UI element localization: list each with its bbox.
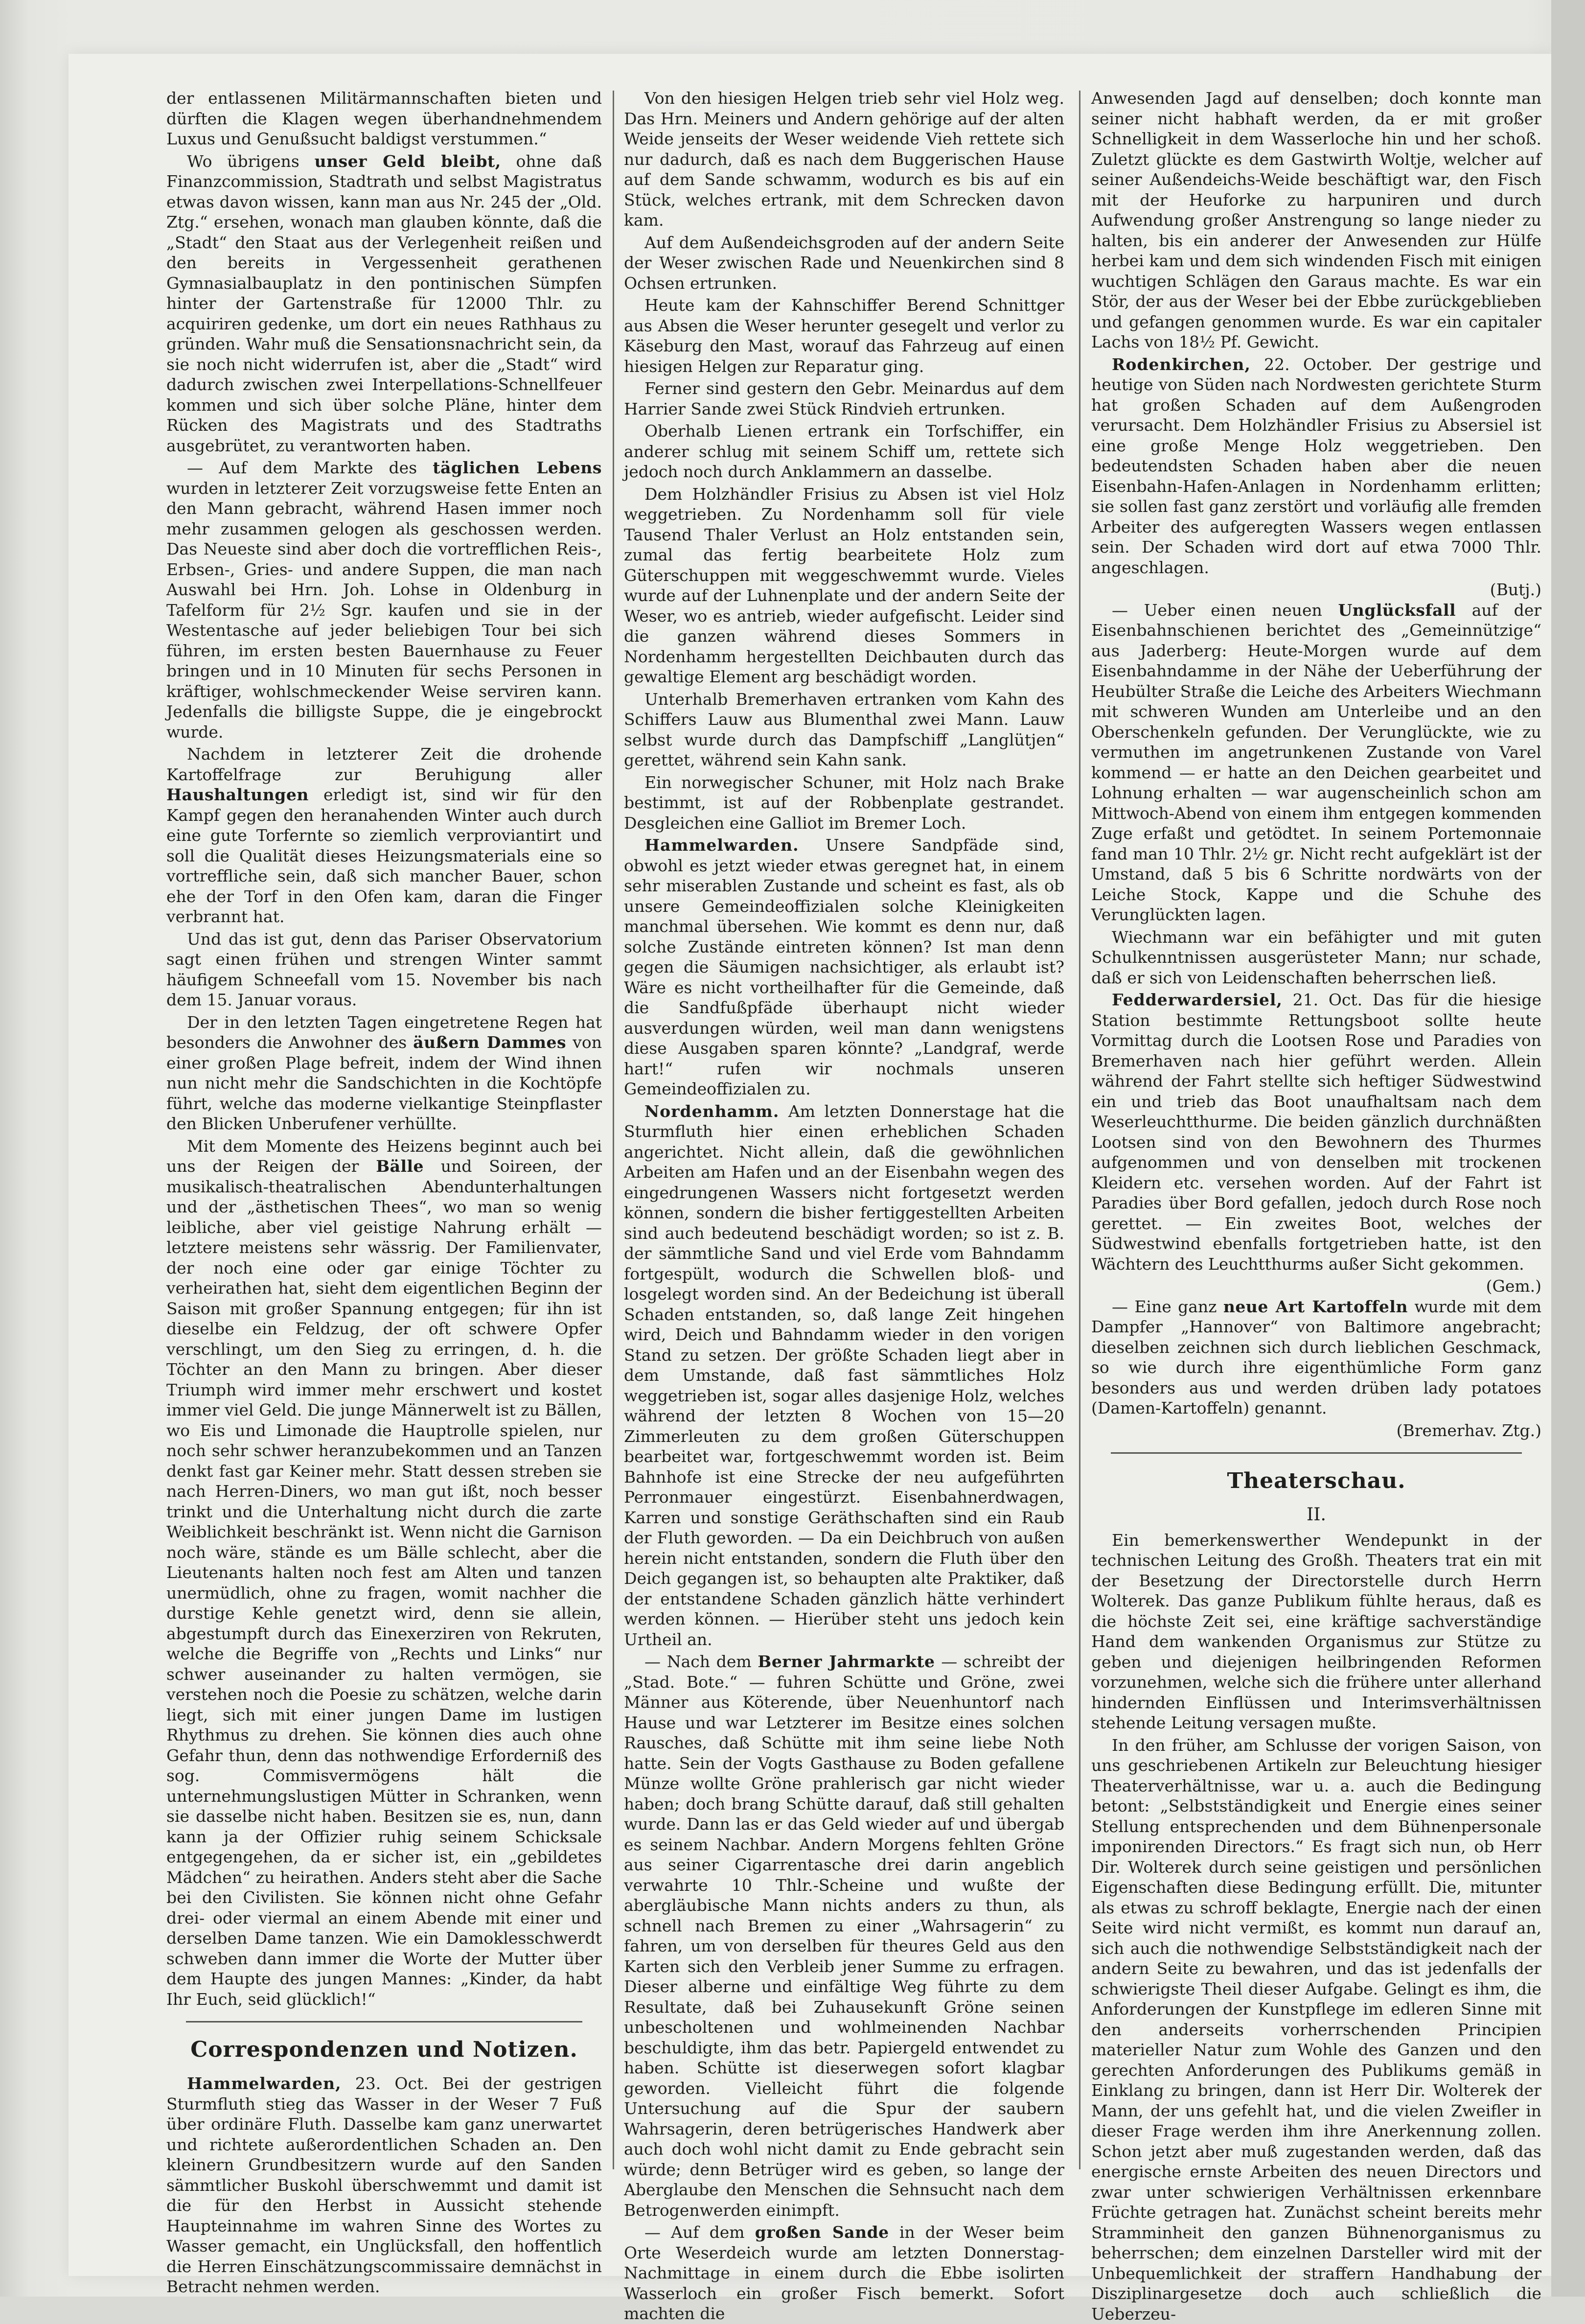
section-heading: Correspondenzen und Notizen. <box>166 2035 602 2065</box>
text-run: ohne daß Finanzcommission, Stadtrath und selbst Magistratus etwas davon wissen, kann man aus Nr. 245 der „Old. Ztg.“ ersehen, wonach man glauben könnte, daß die „Stadt“ den Staat aus der Verlegenheit reißen und den bereits in Vergessenheit gerathenen Gymnasialbauplatz in den pontinischen Sümpfen hinter der Gartenstraße für 12000 Thlr. zu acquiriren gedenke, um dort ein neues Rathhaus zu gründen. Wahr muß die Sensationsnachricht sein, da sie noch nicht widerrufen ist, aber die „Stadt“ wird dadurch zwischen zwei Interpellations-Schnellfeuer kommen und sich über solche Pläne, hinter dem Rücken des Magistrats und des Stadtraths ausgebrütet, zu verantworten haben. <box>166 152 602 455</box>
paragraph: der entlassenen Militärmannschaften bieten und dürften die Klagen wegen überhandnehmendem Luxus und Genußsucht baldigst verstummen.“ <box>166 88 602 149</box>
emphasis: großen Sande <box>755 2223 889 2242</box>
paragraph: Wiechmann war ein befähigter und mit guten Schulkenntnissen ausgerüsteter Mann; nur schade, daß er sich von Leidenschaften beherrschen ließ. <box>1091 927 1541 988</box>
dateline-place: Nordenhamm. <box>644 1102 779 1121</box>
paragraph <box>1091 600 1541 925</box>
page-edge-shadow <box>1551 0 1585 2297</box>
text-run: — Nach dem <box>644 1652 752 1671</box>
emphasis: Unglücksfall <box>1338 601 1456 620</box>
text-run: Nachdem in letzterer Zeit die drohende Kartoffelfrage zur Beruhigung aller <box>166 744 602 784</box>
text-run: Der in den letzten Tagen eingetretene Regen hat besonders die Anwohner des <box>166 1013 602 1052</box>
paragraph <box>624 835 1064 1099</box>
text-run: — Auf dem <box>644 2223 745 2242</box>
paragraph <box>624 1651 1064 2220</box>
text-run: — Eine ganz <box>1112 1297 1217 1316</box>
emphasis: Haushaltungen <box>166 785 309 804</box>
paragraph <box>1091 990 1541 1274</box>
column-2 <box>624 88 1064 2169</box>
paragraph <box>624 1101 1064 1650</box>
text-run: auf der Eisenbahnschienen berichtet des „Gemeinnützige“ aus Jaderberg: Heute-Morgen wurde auf dem Eisenbahndamme in der Nähe der Ueberführung der Heubülter Straße die Leiche des Arbeiters Wiechmann mit schweren Wunden am Unterleibe und an den Oberschenkeln gefunden. Der Verunglückte, wie zu vermuthen im angetrunkenen Zustande von Varel kommend — er hatte an den Deichen gearbeitet und Lohnung erhalten — war augenscheinlich schon am Mittwoch-Abend von einem ihm entgegen kommenden Zuge erfaßt und getödtet. In seinem Portemonnaie fand man 10 Thlr. 2½ gr. Nicht recht aufgeklärt ist der Umstand, daß 5 bis 6 Schritte nordwärts von der Leiche Stock, Kappe und die Schuhe des Verunglückten lagen. <box>1091 601 1541 925</box>
column-rule-2 <box>1079 91 1080 2169</box>
section-divider <box>1111 1452 1522 1454</box>
text-run: 21. Oct. Das für die hiesige Station bestimmte Rettungsboot sollte heute Vormittag durch die Lootsen Rose und Paradies von Bremerhaven nach hier geführt werden. Allein während der Fahrt stellte sich heftiger Südwestwind ein und trieb das Boot unaufhaltsam nach dem Weserleuchtthurme. Die beiden gänzlich durchnäßten Lootsen sind von den Bewohnern des Thurmes aufgenommen und von denselben mit trockenen Kleidern etc. versehen worden. Auf der Fahrt ist Paradies über Bord gefallen, jedoch durch Rose noch gerettet. — Ein zweites Boot, welches der Südwestwind ebenfalls fortgetrieben hatte, ist den Wächtern des Leuchtthurms außer Sicht gekommen. <box>1091 990 1541 1274</box>
dateline-place: Hammelwarden, <box>187 2074 342 2093</box>
paragraph <box>1091 354 1541 578</box>
text-run: und Soireen, der musikalisch-theatralischen Abendunterhaltungen und der „ästhetischen Thees“, wo man so wenig leibliche, aber viel geistige Nahrung erhält — letztere meistens sehr wässrig. Der Familienvater, der noch eine oder gar einige Töchter zu verheirathen hat, sieht dem eigentlichen Beginn der Saison mit großer Spannung entgegen; für ihn ist dieselbe ein Feldzug, der oft schwere Opfer verschlingt, um den Sieg zu erringen, d. h. die Töchter an den Mann zu bringen. Aber dieser Triumph wird immer mehr erschwert und kostet immer viel Geld. Die junge Männerwelt ist zu Bällen, wo Eis und Limonade die Hauptrolle spielen, nur noch sehr schwer heranzubekommen und an Tanzen denkt fast gar Keiner mehr. Statt dessen streben sie nach Herren-Diners, wo man gut ißt, noch besser trinkt und die Unterhaltung nicht durch die zarte Weiblichkeit beschränkt ist. Wenn nicht die Garnison noch wäre, stände es um Bälle schlecht, aber die Lieutenants halten noch fest am Alten und tanzen unermüdlich, ohne zu fragen, womit nachher die durstige Kehle genetzt wird, denn sie allein, abgestumpft durch das Einexerziren von Rekruten, welche die Begriffe von „Rechts und Links“ nur schwer auseinander zu halten vermögen, sie verstehen noch die Poesie zu schätzen, welche darin liegt, sich mit einer jungen Dame im lustigen Rhythmus zu drehen. Sie können dies auch ohne Gefahr thun, denn das nothwendige Erforderniß des sog. Commisvermögens hält die unternehmungslustigen Mütter in Schranken, wenn sie dasselbe nicht haben. Besitzen sie es, nun, dann kann ja der Offizier ruhig seinem Schicksale entgegengehen, da er sicher ist, ein „gebildetes Mädchen“ zu heirathen. Anders steht aber die Sache bei den Civilisten. Sie können nicht ohne Gefahr drei- oder viermal an einem Abende mit einer und derselben Dame tanzen. Wie ein Damoklesschwerdt schweben dann immer die Worte der Mutter über dem Haupte des jungen Mannes: „Kinder, da habt Ihr Euch, seid glücklich!“ <box>166 1157 602 2009</box>
paragraph: Unterhalb Bremerhaven ertranken vom Kahn des Schiffers Lauw aus Blumenthal zwei Mann. Lauw selbst wurde durch das Dampfschiff „Langlütjen“ gerettet, während sein Kahn sank. <box>624 689 1064 770</box>
paragraph <box>166 151 602 456</box>
paragraph: Dem Holzhändler Frisius zu Absen ist viel Holz weggetrieben. Zu Nordenhamm soll für viele Tausend Thaler Verlust an Holz entstanden sein, zumal das fertig bearbeitete Holz zum Güterschuppen mit weggeschwemmt wurde. Vieles wurde auf der Luhnenplate und der andern Seite der Weser, wo es antrieb, wieder aufgefischt. Leider sind die ganzen während dieses Sommers in Nordenhamm hergestellten Deichbauten durch das gewaltige Element arg beschädigt worden. <box>624 484 1064 687</box>
paragraph <box>1091 1297 1541 1418</box>
paragraph <box>166 2073 602 2297</box>
paragraph: Ein bemerkenswerther Wendepunkt in der technischen Leitung des Großh. Theaters trat ein mit der Besetzung der Directorstelle durch Herrn Wolterek. Das ganze Publikum fühlte heraus, daß es die höchste Zeit sei, eine kräftige sachverständige Hand dem wankenden Organismus zur Stütze zu geben und diejenigen heilbringenden Reformen vorzunehmen, welche sich die frühere unter allerhand hindernden Einflüssen und Interimsverhältnissen stehende Leitung versagen mußte. <box>1091 1530 1541 1733</box>
section-divider <box>186 2021 582 2022</box>
text-run: in der Weser beim Orte Weserdeich wurde am letzten Donnerstag-Nachmittage in einem durch die Ebbe isolirten Wasserloch ein großer Fisch bemerkt. Sofort machten die <box>624 2223 1064 2323</box>
paragraph: Ein norwegischer Schuner, mit Holz nach Brake bestimmt, ist auf der Robbenplate gestrandet. Desgleichen eine Galliot im Bremer Loch. <box>624 772 1064 834</box>
paragraph <box>624 2222 1064 2324</box>
paragraph: Auf dem Außendeichsgroden auf der andern Seite der Weser zwischen Rade und Neuenkirchen sind 8 Ochsen ertrunken. <box>624 232 1064 294</box>
text-run: — Ueber einen neuen <box>1112 601 1322 620</box>
dateline-place: Hammelwarden. <box>644 836 799 855</box>
section-heading: Theaterschau. <box>1091 1466 1541 1496</box>
column-rule-1 <box>613 91 614 2169</box>
paragraph: In den früher, am Schlusse der vorigen Saison, von uns geschriebenen Artikeln zur Beleuchtung hiesiger Theaterverhältnisse, war u. a. auch die Bedingung betont: „Selbstständigkeit und Energie eines seiner Stellung entsprechenden und dem Bühnenpersonale imponirenden Directors.“ Es fragt sich nun, ob Herr Dir. Wolterek durch seine geistigen und persönlichen Eigenschaften diese Bedingung erfüllt. Die, mitunter als etwas zu schroff beklagte, Energie nach der einen Seite wird nicht vermißt, es kommt nun darauf an, sich auch die nothwendige Selbstständigkeit nach der andern Seite zu bewahren, und das ist jedenfalls der schwierigste Theil dieser Aufgabe. Gelingt es ihm, die Anforderungen der Kunstpflege im edleren Sinne mit den anderseits vorherrschenden Principien materieller Natur zum Wohle des Ganzen und den gerechten Anforderungen des Publikums gemäß in Einklang zu bringen, dann ist Herr Dir. Wolterek der Mann, der uns gefehlt hat, und die vielen Zweifler in dieser Frage werden ihm ihre Anerkennung zollen. Schon jetzt aber muß zugestanden werden, daß das energische ernste Arbeiten des neuen Directors und zwar unter schwierigen Verhältnissen erkennbare Früchte getragen hat. Zunächst scheint bereits mehr Stramminheit den ganzen Bühnenorganismus zu beherrschen; dem einzelnen Darsteller wird mit der Unbequemlichkeit der straffern Handhabung der Disziplinargesetze doch auch schließlich die Ueberzeu- <box>1091 1735 1541 2324</box>
paragraph: Anwesenden Jagd auf denselben; doch konnte man seiner nicht habhaft werden, da er mit großer Schnelligkeit in dem Wasserloche hin und her schoß. Zuletzt glückte es dem Gastwirth Woltje, welcher auf seiner Außendeichs-Weide beschäftigt war, den Fisch mit der Heuforke zu harpuniren und durch Aufwendung großer Anstrengung so lange nieder zu halten, bis ein anderer der Anwesenden zur Hülfe herbei kam und dem sich windenden Fisch mit einigen wuchtigen Schlägen den Garaus machte. Es war ein Stör, der aus der Weser bei der Ebbe zurückgeblieben und gefangen genommen wurde. Es war ein capitaler Lachs von 18½ Pf. Gewicht. <box>1091 88 1541 352</box>
text-run: — schreibt der „Stad. Bote.“ — fuhren Schütte und Gröne, zwei Männer aus Köterende, über Neuenhuntorf nach Hause und war Letzterer im Besitze eines solchen Rausches, daß Schütte mit ihm seine liebe Noth hatte. Sein der Vogts Gasthause zu Boden gefallene Münze wollte Gröne prahlerisch gar nicht wieder haben; doch brang Schütte darauf, daß still gehalten wurde. Dann las er das Geld wieder auf und übergab es seinem Nachbar. Andern Morgens fehlten Gröne aus seiner Cigarrentasche drei darin angeblich verwahrte 10 Thlr.-Scheine und wußte der abergläubische Mann nichts anders zu thun, als schnell nach Bremen zu einer „Wahrsagerin“ zu fahren, um von derselben für theures Geld aus den Karten sich den Verbleib jener Summe zu erfragen. Dieser alberne und einfältige Weg führte zu dem Resultate, daß bei Zuhausekunft Gröne seinen unbescholtenen und wohlmeinenden Nachbar beschuldigte, ihm das betr. Papiergeld entwendet zu haben. Schütte ist dieserwegen sofort klagbar geworden. Vielleicht führt die folgende Untersuchung auf die Spur der saubern Wahrsagerin, deren betrügerisches Handwerk aber auch doch wohl nicht damit zu Ende gebracht sein würde; denn Betrüger wird es geben, so lange der Aberglaube den Menschen die Sehnsucht nach dem Betrogenwerden einimpft. <box>624 1652 1064 2220</box>
paragraph <box>166 1012 602 1134</box>
text-run: erledigt ist, sind wir für den Kampf gegen den heranahenden Winter auch durch eine gute Torfernte so ziemlich verproviantirt und soll die Qualität dieses Heizungsmaterials eine so vortreffliche sein, daß sich mancher Bauer, schon ehe der Torf in den Ofen kam, daran die Finger verbrannt hat. <box>166 785 602 926</box>
text-run: wurden in letzterer Zeit vorzugsweise fette Enten an den Mann gebracht, während Hasen immer noch mehr zusammen gelogen als geschossen werden. Das Neueste sind aber doch die vortrefflichen Reis-, Erbsen-, Gries- und andere Suppen, die man nach Auswahl bei Hrn. Joh. Lohse in Oldenburg in Tafelform für 2½ Sgr. kaufen und sie in der Westentasche auf jeder beliebigen Tour bei sich führen, im ersten besten Bauernhause zu Feuer bringen und in 10 Minuten für sechs Personen in kräftiger, wohlschmeckender Weise serviren kann. Jedenfalls die billigste Suppe, die je eingebrockt wurde. <box>166 479 602 742</box>
emphasis: Berner Jahrmarkte <box>758 1652 935 1671</box>
paragraph: Heute kam der Kahnschiffer Berend Schnittger aus Absen die Weser herunter gesegelt und verlor zu Käseburg den Mast, worauf das Fahrzeug auf einen hiesigen Helgen zur Reparatur ging. <box>624 295 1064 376</box>
column-3 <box>1091 88 1541 2169</box>
text-run: Wo übrigens <box>187 152 299 171</box>
text-run: wurde mit dem Dampfer „Hannover“ von Baltimore angebracht; dieselben zeichnen sich durch lieblichen Geschmack, so wie durch ihre eigenthümliche Form ganz besonders aus und werden drüben lady potatoes (Damen-Kartoffeln) genannt. <box>1091 1297 1541 1418</box>
text-run: — Auf dem Markte des <box>187 458 417 477</box>
emphasis: Bälle <box>376 1157 424 1176</box>
text-run: 22. October. Der gestrige und heutige von Süden nach Nordwesten gerichtete Sturm hat großen Schaden auf dem Außengroden verursacht. Dem Holzhändler Frisius zu Absersiel ist eine große Menge Holz weggetrieben. Den bedeutendsten Schaden haben aber die neuen Eisenbahn-Hafen-Anlagen in Nordenhamm erlitten; sie sollen fast ganz zerstört und vorläufig alle fremden Arbeiter des aufgeregten Wassers wegen entlassen sein. Der Schaden wird dort auf etwa 7000 Thlr. angeschlagen. <box>1091 355 1541 577</box>
source-credit: (Bremerhav. Ztg.) <box>1091 1420 1541 1441</box>
text-run: Unsere Sandpfäde sind, obwohl es jetzt wieder etwas geregnet hat, in einem sehr miserablen Zustande und scheint es fast, als ob unsere Gemeindeoffizialen solche Kleinigkeiten manchmal übersehen. Wie kommt es denn nur, daß solche Zustände eintreten können? Ist man denn gegen die Säumigen nachsichtiger, als erlaubt ist? Wäre es nicht vortheilhafter für die Gemeinde, daß die Sandfußpfäde überhaupt nicht wieder ausverdungen würden, weil man dann wenigstens diese Ausgaben sparen könnte? „Landgraf, werde hart!“ rufen wir nochmals unseren Gemeindeoffizialen zu. <box>624 836 1064 1098</box>
emphasis: neue Art Kartoffeln <box>1223 1297 1408 1316</box>
dateline-place: Rodenkirchen, <box>1112 355 1251 374</box>
source-credit: (Gem.) <box>1091 1276 1541 1297</box>
paragraph: Ferner sind gestern den Gebr. Meinardus auf dem Harrier Sande zwei Stück Rindvieh ertrunken. <box>624 378 1064 419</box>
paragraph: Von den hiesigen Helgen trieb sehr viel Holz weg. Das Hrn. Meiners und Andern gehörige auf der alten Weide jenseits der Weser weidende Vieh rettete sich nur dadurch, daß es nach dem Buggerischen Hause auf dem Sande schwamm, wodurch es bis auf ein Stück, welches ertrank, mit dem Schrecken davon kam. <box>624 88 1064 231</box>
emphasis: äußern Dammes <box>413 1033 566 1052</box>
emphasis: unser Geld bleibt, <box>315 152 501 171</box>
paragraph: Und das ist gut, denn das Pariser Observatorium sagt einen frühen und strengen Winter sammt häufigem Schneefall vom 15. November bis nach dem 15. Januar voraus. <box>166 929 602 1010</box>
section-part-number: II. <box>1091 1505 1541 1525</box>
paragraph <box>166 458 602 742</box>
source-credit: (Butj.) <box>1091 580 1541 600</box>
text-run: 23. Oct. Bei der gestrigen Sturmfluth stieg das Wasser in der Weser 7 Fuß über ordinäre Fluth. Dasselbe kam ganz unerwartet und richtete außerordentlichen Schaden an. Den kleinern Grundbesitzern wurde auf den Sanden sämmtlicher Buskohl überschwemmt und damit ist die für den Herbst in Aussicht stehende Haupteinnahme im wahren Sinne des Wortes zu Wasser gemacht, ein Unglücksfall, den hoffentlich die Herren Einschätzungscommissaire demnächst in Betracht nehmen werden. <box>166 2074 602 2296</box>
column-1 <box>166 88 602 2169</box>
text-run: Mit dem Momente des Heizens beginnt auch bei uns der Reigen der <box>166 1137 602 1176</box>
paragraph <box>166 744 602 927</box>
dateline-place: Fedderwardersiel, <box>1112 990 1283 1009</box>
paragraph <box>166 1136 602 2010</box>
paragraph: Oberhalb Lienen ertrank ein Torfschiffer, ein anderer schlug mit seinem Schiff um, rettete sich jedoch noch durch Anklammern an dasselbe. <box>624 421 1064 482</box>
text-run: von einer großen Plage befreit, indem der Wind ihnen nun nicht mehr die Sandschichten in die Kochtöpfe führt, welche das moderne vielkantige Steinpflaster den Blicken Unberufener verhüllte. <box>166 1033 602 1133</box>
emphasis: täglichen Lebens <box>433 458 602 477</box>
text-run: Am letzten Donnerstage hat die Sturmfluth hier einen erheblichen Schaden angerichtet. Nicht allein, daß die gewöhnlichen Arbeiten am Hafen und an der Eisenbahn wegen des eingedrungenen Wassers nicht fortgesetzt werden können, sondern die bisher fertiggestellten Arbeiten sind auch bedeutend beschädigt worden; so ist z. B. der sämmtliche Sand und viel Erde vom Bahndamm fortgespült, wodurch die Schwellen bloß- und losgelegt worden sind. An der Bedeichung ist überall Schaden entstanden, so, daß lange Zeit hingehen wird, Deich und Bahndamm wieder in den vorigen Stand zu setzen. Der größte Schaden liegt aber in dem Umstande, daß fast sämmtliches Holz weggetrieben ist, sogar alles dasjenige Holz, welches während der letzten 8 Wochen von 15—20 Zimmerleuten zu dem großen Güterschuppen bearbeitet war, fortgeschwemmt worden ist. Beim Bahnhofe ist eine Strecke der neu aufgeführten Perronmauer eingestürzt. Eisenbahnerdwagen, Karren und sonstige Geräthschaften sind ein Raub der Fluth geworden. — Da ein Deichbruch von außen herein nicht entstanden, sondern die Fluth über den Deich gegangen ist, so behaupten alte Praktiker, daß der entstandene Schaden gänzlich hätte verhindert werden können. — Hierüber steht uns jedoch kein Urtheil an. <box>624 1102 1064 1649</box>
